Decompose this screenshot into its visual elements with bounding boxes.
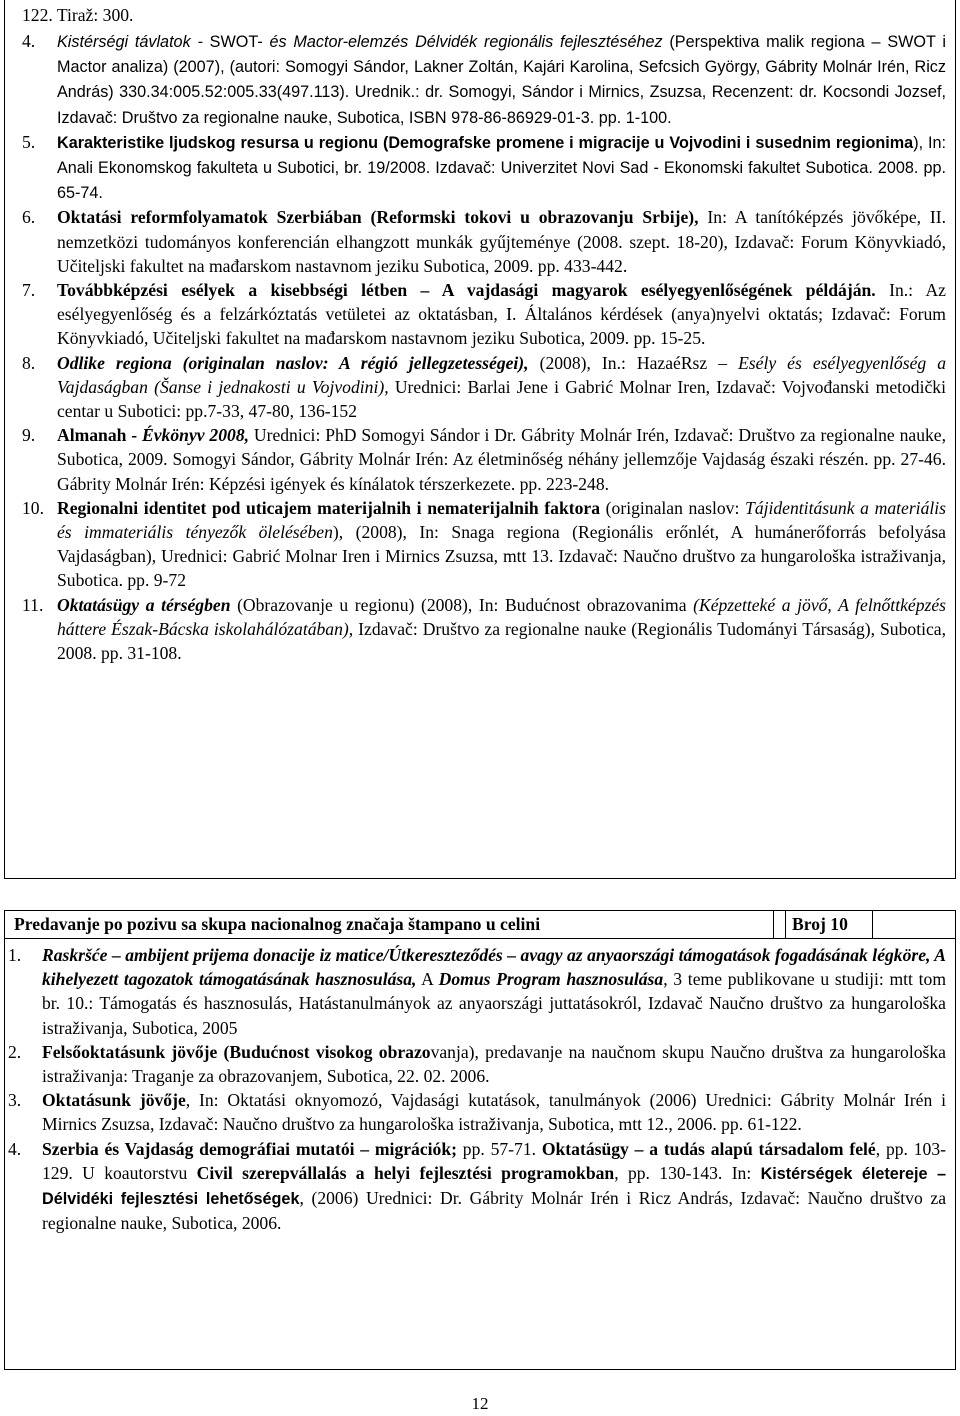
item-text-segment: Évkönyv 2008,	[142, 425, 250, 446]
list-item	[22, 29, 946, 130]
item-text-segment: Oktatásunk jövője	[42, 1090, 186, 1111]
item-text-segment: Karakteristike ljudskog resursa u regionu (Demografske promene i migracije u Vojvodini i susednim regionima	[57, 133, 914, 152]
item-number: 11.	[22, 594, 44, 615]
item-text-segment: Kistérségek életereje – Délvidéki fejlesztési lehetőségek	[42, 1164, 946, 1209]
list-item	[22, 593, 946, 666]
list-item	[22, 130, 946, 206]
item-text-segment: (Képzetteké a jövő, A felnőttképzés háttere Észak-Bácska iskolahálózatában),	[57, 594, 946, 639]
item-number: 3.	[8, 1090, 22, 1111]
list-item	[8, 943, 947, 1040]
item-text-segment: Civil szerepvállalás a helyi fejlesztési programokban	[196, 1162, 615, 1183]
item-number: 6.	[22, 207, 36, 228]
item-number: 7.	[22, 280, 36, 301]
item-text-segment: Domus Program hasznosulása	[438, 969, 664, 990]
publication-list-2	[8, 943, 947, 1235]
item-text-segment: Felsőoktatásunk jövője (Budućnost visokog obrazo	[42, 1041, 431, 1062]
item-text-segment: és	[262, 33, 294, 51]
item-text-segment: Továbbképzési esélyek a kisebbségi létben – A vajdasági magyarok esélyegyenlőségének példáján.	[57, 280, 876, 301]
item-number: 4.	[8, 1138, 22, 1159]
item-number: 4.	[22, 31, 36, 51]
item-text-segment: (2008), In.: HazaéRsz –	[528, 352, 739, 373]
item-text-segment: (originalan naslov:	[600, 497, 746, 518]
item-text-segment: Raskršće – ambijent prijema donacije iz matice/Útkereszteződés – avagy az anyaországi támogatások fogadásának légköre, A kihelyezett tagozatok támogatásának hasznosulása,	[42, 945, 946, 990]
item-text-segment: Izdavač: Društvo za regionalne nauke (Regionális Tudományi Társaság), Subotica, 2008. pp. 31-108.	[57, 618, 946, 664]
item-text-segment: Tájidentitásunk a materiális és immateriális tényezők ölelésében	[57, 497, 946, 543]
list-item	[8, 1137, 946, 1236]
list-item	[22, 351, 946, 424]
item-text-segment: , pp. 130-143. In:	[614, 1162, 761, 1183]
section-header-table	[4, 910, 956, 939]
item-number: 10.	[22, 497, 44, 518]
list-item	[22, 205, 946, 278]
section-header-title: Predavanje po pozivu sa skupa nacionalnog značaja štampano u celini	[14, 914, 541, 934]
list-item	[22, 278, 946, 351]
item-text-segment: pp. 57-71.	[456, 1138, 542, 1159]
item-number: 2.	[8, 1041, 22, 1062]
item-text-segment: Mactor-elemzés Délvidék regionális fejlesztéséhez	[293, 33, 663, 51]
item-number: 9.	[22, 425, 36, 446]
item-text-segment: Odlike regiona (originalan naslov: A régió jellegzetességei),	[57, 352, 529, 373]
item-text-segment: Oktatási reformfolyamatok Szerbiában (Reformski tokovi u obrazovanju Srbije),	[57, 207, 699, 228]
item-text-segment: vanja), predavanje na naučnom skupu Naučno društva za hungarološka istraživanja: Traganje za obrazovanjem, Subotica, 22. 02. 2006.	[42, 1041, 946, 1087]
item-text-segment: Almanah -	[57, 425, 143, 446]
item-text-segment: , pp. 103-129. U koautorstvu	[42, 1138, 946, 1183]
section-header-count: Broj 10	[792, 914, 848, 934]
page-number: 12	[471, 1394, 489, 1413]
list-item	[22, 423, 946, 496]
list-item	[8, 1088, 946, 1136]
item-text-segment: In.: Az esélyegyenlőség és a felzárkóztatás vetületei az oktatásban, I. Általános kérdések (anya)nyelvi oktatás; Izdavač: Forum Könyvkiadó, Učiteljski fakultet na mađarskom nastavnom jeziku Subotica, 2009. pp. 15-25.	[57, 280, 946, 349]
item-text-segment: , (2006) Urednici: Dr. Gábrity Molnár Irén i Ricz András, Izdavač: Naučno društvo za regionalne nauke, Subotica, 2006.	[42, 1188, 946, 1234]
item-text-segment: Kistérségi távlatok -	[57, 33, 210, 51]
item-text-segment: Urednici: Barlai Jene i Gabrić Molnar Iren, Izdavač: Vojvođanski metodički centar u Subotici: pp.7-33, 47-80, 136-152	[57, 376, 946, 422]
item-text-segment: A	[416, 969, 439, 990]
item-text-segment: (Obrazovanje u regionu) (2008), In: Budućnost obrazovanima	[230, 594, 694, 615]
item-text-segment: , 3 teme publikovane u studiji: mtt tom br. 10.: Támogatás és hasznosulás, Hatástanulmányok az anyaországi juttatásokról, Izdavač Naučno društvo za hungarološka istraživanja, Subotica, 2005	[42, 969, 947, 1038]
item-number: 1.	[8, 945, 22, 965]
item-text-segment: Urednici: PhD Somogyi Sándor i Dr. Gábrity Molnár Irén, Izdavač: Društvo za regionalne nauke, Subotica, 2009. Somogyi Sándor, Gábrity Molnár Irén: Az életminőség néhány jellemzője Vajdaság északi részén. pp. 27-46. Gábrity Molnár Irén: Képzési igények és kínálatok térszerkezete. pp. 223-248.	[57, 425, 946, 494]
item-text-segment: , In: Oktatási oknyomozó, Vajdasági kutatások, tanulmányok (2006) Urednici: Gábrity Molnár Irén i Mirnics Zsuzsa, Izdavač: Naučno društvo za hungarološka istraživanja, Subotica, mtt 12., 2006. pp. 61-122.	[42, 1090, 946, 1135]
item-text-segment: In: A tanítóképzés jövőképe, II. nemzetközi tudományos konferencián elhangzott munkák gyűjteménye (2008. szept. 18-20), Izdavač: Forum Könyvkiadó, Učiteljski fakultet na mađarskom nastavnom jeziku Subotica, 2009. pp. 433-442.	[57, 207, 946, 276]
item-text-segment: Esély és esélyegyenlőség a Vajdaságban (Šanse i jednakosti u Vojvodini),	[57, 352, 946, 397]
section-header-count-cell	[785, 911, 873, 938]
item-text-segment: Szerbia és Vajdaság demográfiai mutatói – migrációk;	[42, 1138, 457, 1159]
section-header-title-cell	[5, 911, 774, 938]
item-text-segment: Oktatásügy a térségben	[57, 594, 231, 615]
item-number: 8.	[22, 352, 36, 373]
item-text-segment: (Perspektiva malik regiona – SWOT i Mactor analiza) (2007), (autori: Somogyi Sándor, Lakner Zoltán, Kajári Karolina, Sefcsich György, Gábrity Molnár Irén, Ricz András) 330.34:005.52:005.33(497.113). Urednik.: dr. Somogyi, Sándor i Mirnics, Zsuzsa, Recenzent: dr. Kocsondi Jozsef, Izdavač: Društvo za regionalne nauke, Subotica, ISBN 978-86-86929-01-3. pp. 1-100.	[57, 33, 946, 127]
item-number: 5.	[22, 131, 36, 152]
item-text-segment: ), (2008), In: Snaga regiona (Regionális erőnlét, A humánerőforrás befolyása Vajdaságban), Urednici: Gabrić Molnar Iren i Mirnics Zsuzsa, mtt 13. Izdavač: Naučno društvo za hungarološka istraživanja, Subotica. pp. 9-72	[57, 522, 946, 591]
item-text-segment: ), In: Anali Ekonomskog fakulteta u Subotici, br. 19/2008. Izdavač: Univerzitet Novi Sad - Ekonomski fakultet Subotica. 2008. pp. 65-74.	[57, 133, 946, 203]
publication-list-1	[22, 29, 946, 665]
item-text-segment: Oktatásügy – a tudás alapú társadalom felé	[541, 1138, 876, 1159]
item-text-segment: SWOT-	[209, 33, 263, 51]
item-text-segment: Regionalni identitet pod uticajem materijalnih i nematerijalnih faktora	[57, 497, 601, 518]
list-item	[22, 496, 946, 593]
list-item	[8, 1040, 946, 1088]
print-run-line: 122. Tiraž: 300.	[22, 5, 134, 25]
